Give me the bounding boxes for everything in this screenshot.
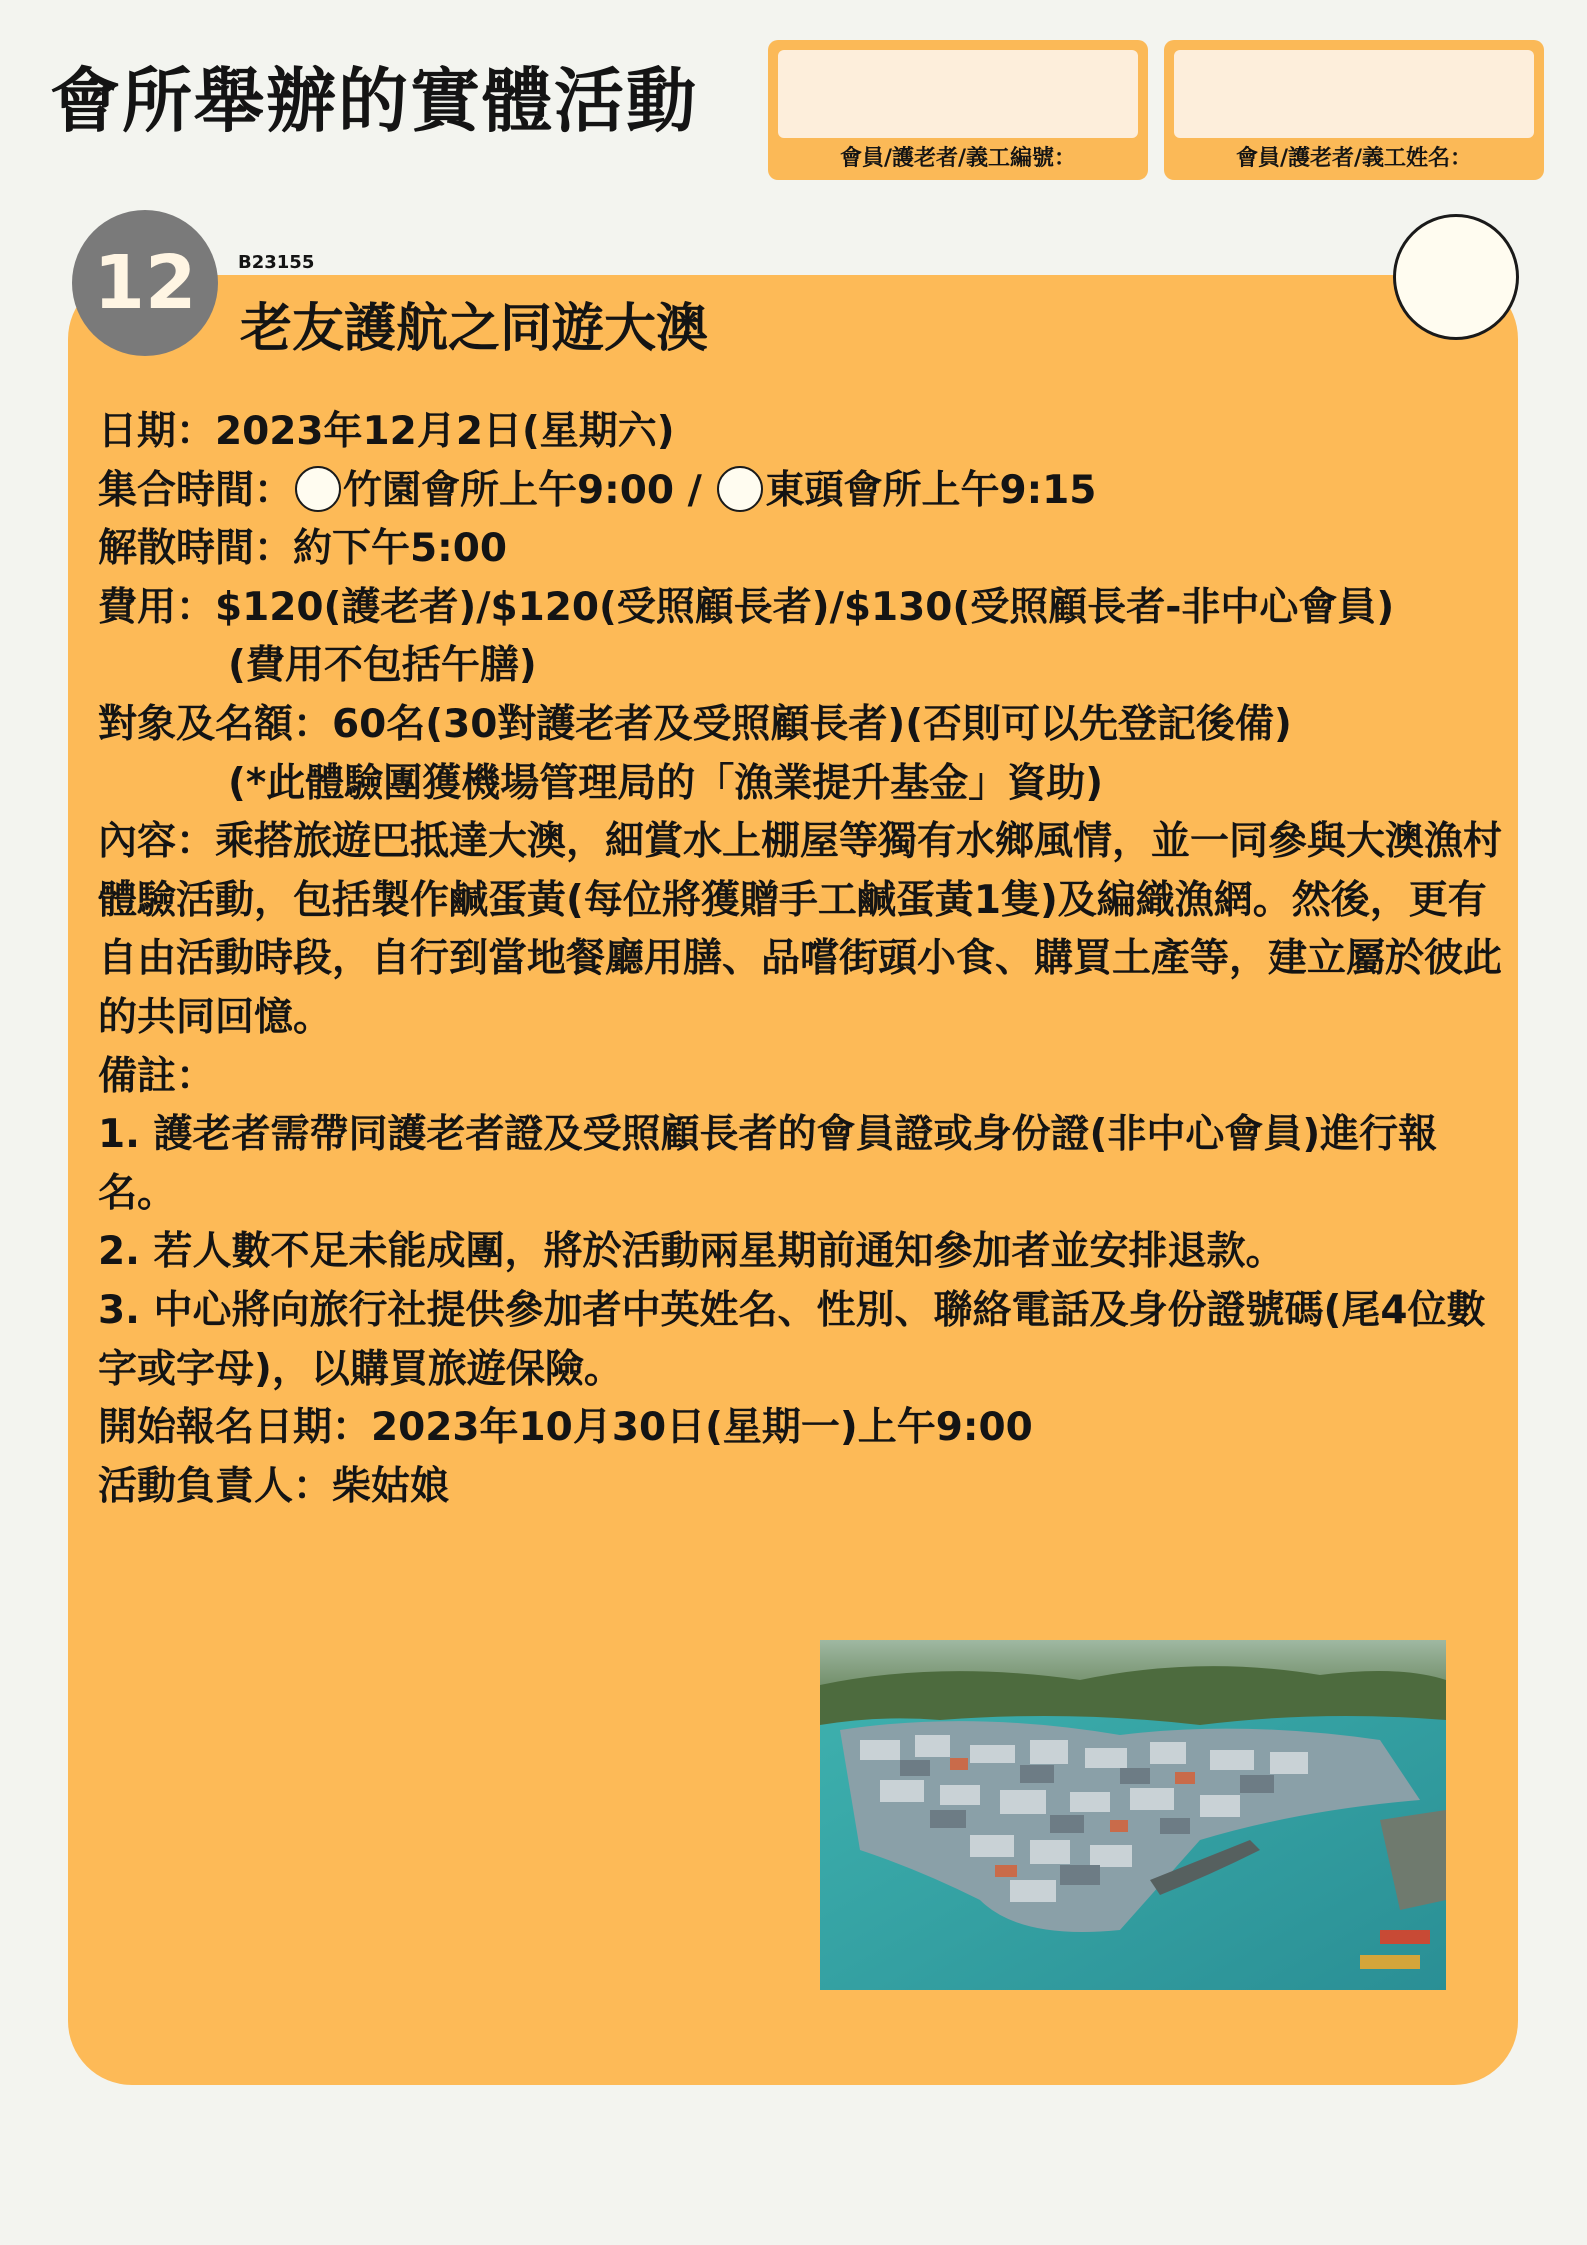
gather-label: 集合時間：	[98, 467, 294, 513]
fee-note: (費用不包括午膳)	[228, 643, 537, 689]
member-name-box	[1164, 40, 1544, 180]
date-line: 日期：2023年12月2日(星期六)	[98, 409, 675, 454]
gather-option-1-label: 竹園會所上午9:00	[343, 467, 675, 513]
gather-separator: /	[674, 467, 716, 513]
activity-code: B23155	[238, 252, 315, 273]
registration-start-line: 開始報名日期：2023年10月30日(星期一)上午9:00	[98, 1405, 1033, 1451]
remark-item: 1. 護老者需帶同護老者證及受照顧長者的會員證或身份證(非中心會員)進行報名。	[98, 1112, 1438, 1216]
content-paragraph: 內容：乘搭旅遊巴抵達大澳，細賞水上棚屋等獨有水鄉風情，並一同參與大澳漁村體驗活動，包括製作鹹蛋黃(每位將獲贈手工鹹蛋黃1隻)及編織漁網。然後，更有自由活動時段，自行到當地餐廳用膳、品嚐街頭小食、購買土產等，建立屬於彼此的共同回憶。	[98, 819, 1503, 1040]
activity-number-badge: 12	[72, 210, 218, 356]
member-name-field[interactable]	[1174, 50, 1534, 138]
member-id-label: 會員/護老者/義工編號：	[839, 146, 1077, 171]
activity-title: 老友護航之同遊大澳	[240, 299, 709, 359]
member-name-label: 會員/護老者/義工姓名：	[1235, 146, 1473, 171]
gather-option-1-checkbox[interactable]	[295, 466, 341, 512]
gather-option-2-label: 東頭會所上午9:15	[765, 467, 1097, 513]
person-in-charge-line: 活動負責人：柴姑娘	[98, 1463, 450, 1509]
member-id-box	[768, 40, 1148, 180]
activity-details	[98, 403, 1503, 1516]
fee-line: 費用：$120(護老者)/$120(受照顧長者)/$130(受照顧長者-非中心會員)	[98, 584, 1395, 630]
member-id-field[interactable]	[778, 50, 1138, 138]
remark-item: 3. 中心將向旅行社提供參加者中英姓名、性別、聯絡電話及身份證號碼(尾4位數字或字母)，以購買旅遊保險。	[98, 1287, 1486, 1392]
selection-circle[interactable]	[1393, 214, 1519, 340]
quota-line: 對象及名額：60名(30對護老者及受照顧長者)(否則可以先登記後備)	[98, 701, 1292, 747]
page-title: 會所舉辦的實體活動	[50, 60, 698, 142]
remark-item: 2. 若人數不足未能成團，將於活動兩星期前通知參加者並安排退款。	[98, 1229, 1285, 1275]
gather-option-2-checkbox[interactable]	[717, 466, 763, 512]
dismiss-line: 解散時間：約下午5:00	[98, 526, 508, 572]
quota-note: (*此體驗團獲機場管理局的「漁業提升基金」資助)	[228, 760, 1104, 806]
gather-line	[98, 462, 1503, 521]
tai-o-village-photo	[820, 1640, 1446, 1990]
remarks-heading: 備註：	[98, 1053, 216, 1099]
